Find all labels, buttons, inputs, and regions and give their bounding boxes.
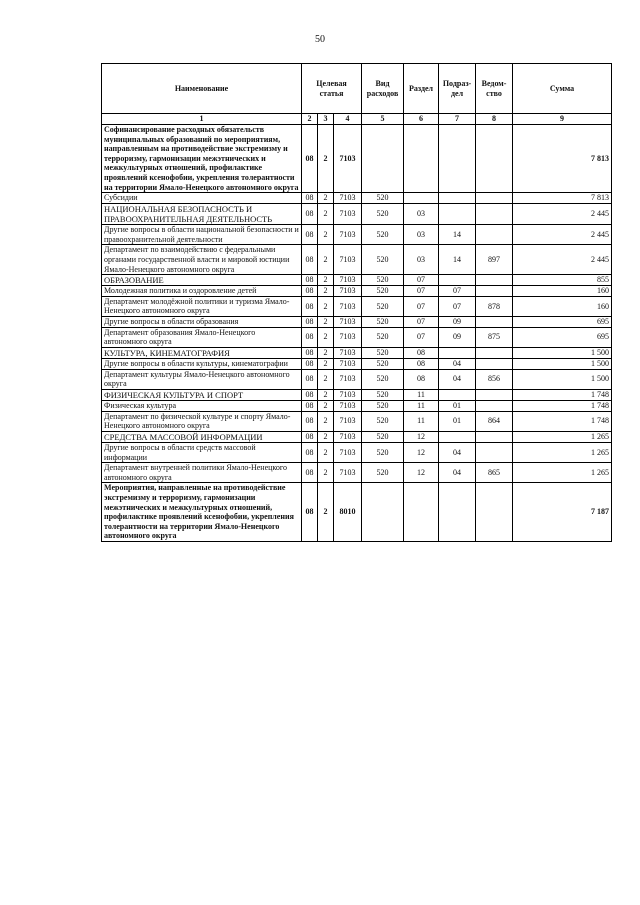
table-body bbox=[102, 125, 612, 542]
row-name: Молодежная политика и оздоровление детей bbox=[102, 286, 302, 297]
row-subsection bbox=[439, 203, 476, 224]
table-row bbox=[102, 317, 612, 328]
row-ministry bbox=[476, 193, 513, 204]
row-expense-type bbox=[362, 125, 404, 193]
row-target-part2: 2 bbox=[318, 317, 334, 328]
row-expense-type: 520 bbox=[362, 275, 404, 286]
column-number: 3 bbox=[318, 114, 334, 125]
row-name: Субсидии bbox=[102, 193, 302, 204]
row-subsection: 01 bbox=[439, 401, 476, 412]
row-subsection: 07 bbox=[439, 286, 476, 297]
row-target-part2: 2 bbox=[318, 359, 334, 370]
row-section: 07 bbox=[404, 286, 439, 297]
row-target-part2: 2 bbox=[318, 286, 334, 297]
row-expense-type: 520 bbox=[362, 369, 404, 389]
row-ministry bbox=[476, 317, 513, 328]
row-name: Мероприятия, направленные на противодействие экстремизму и терроризму, гармонизации межэтнических и межкультурных отношений, профилактике проявлений ксенофобии, укрепления толерантности на территории Ямало-Ненецкого автономного округа bbox=[102, 483, 302, 542]
header-subsection: Подраз-дел bbox=[439, 64, 476, 114]
row-subsection: 09 bbox=[439, 327, 476, 347]
row-expense-type: 520 bbox=[362, 389, 404, 400]
row-name: Другие вопросы в области образования bbox=[102, 317, 302, 328]
row-ministry: 865 bbox=[476, 463, 513, 483]
row-target-part1: 08 bbox=[302, 431, 318, 442]
row-target-part2: 2 bbox=[318, 125, 334, 193]
row-target-part2: 2 bbox=[318, 347, 334, 358]
row-expense-type bbox=[362, 483, 404, 542]
table-row bbox=[102, 193, 612, 204]
row-expense-type: 520 bbox=[362, 347, 404, 358]
row-target-part1: 08 bbox=[302, 245, 318, 275]
row-ministry bbox=[476, 401, 513, 412]
row-target-part3: 7103 bbox=[334, 317, 362, 328]
row-section: 12 bbox=[404, 431, 439, 442]
row-ministry bbox=[476, 442, 513, 462]
table-row bbox=[102, 389, 612, 400]
row-ministry bbox=[476, 275, 513, 286]
table-row bbox=[102, 275, 612, 286]
row-ministry: 897 bbox=[476, 245, 513, 275]
table-row bbox=[102, 401, 612, 412]
row-target-part3: 7103 bbox=[334, 296, 362, 316]
row-expense-type: 520 bbox=[362, 296, 404, 316]
table-row bbox=[102, 442, 612, 462]
table-row bbox=[102, 225, 612, 245]
row-target-part1: 08 bbox=[302, 275, 318, 286]
row-target-part1: 08 bbox=[302, 203, 318, 224]
table-row bbox=[102, 431, 612, 442]
row-section: 07 bbox=[404, 296, 439, 316]
row-ministry bbox=[476, 359, 513, 370]
row-sum: 695 bbox=[513, 327, 612, 347]
row-section: 11 bbox=[404, 389, 439, 400]
row-sum: 695 bbox=[513, 317, 612, 328]
column-number: 8 bbox=[476, 114, 513, 125]
row-name: Физическая культура bbox=[102, 401, 302, 412]
row-sum: 1 500 bbox=[513, 359, 612, 370]
row-target-part1: 08 bbox=[302, 317, 318, 328]
table-row bbox=[102, 411, 612, 431]
row-expense-type: 520 bbox=[362, 431, 404, 442]
row-target-part2: 2 bbox=[318, 369, 334, 389]
row-subsection bbox=[439, 275, 476, 286]
row-name: Другие вопросы в области средств массовой информации bbox=[102, 442, 302, 462]
row-ministry bbox=[476, 225, 513, 245]
row-subsection bbox=[439, 193, 476, 204]
row-target-part2: 2 bbox=[318, 296, 334, 316]
row-sum: 1 748 bbox=[513, 401, 612, 412]
row-section bbox=[404, 483, 439, 542]
column-number: 4 bbox=[334, 114, 362, 125]
row-sum: 1 265 bbox=[513, 431, 612, 442]
column-number-row bbox=[102, 114, 612, 125]
row-target-part2: 2 bbox=[318, 431, 334, 442]
row-expense-type: 520 bbox=[362, 225, 404, 245]
row-target-part3: 7103 bbox=[334, 327, 362, 347]
row-section: 12 bbox=[404, 442, 439, 462]
row-target-part1: 08 bbox=[302, 286, 318, 297]
row-expense-type: 520 bbox=[362, 401, 404, 412]
row-target-part1: 08 bbox=[302, 327, 318, 347]
row-target-part2: 2 bbox=[318, 389, 334, 400]
table-row bbox=[102, 286, 612, 297]
row-section: 03 bbox=[404, 203, 439, 224]
table-row bbox=[102, 347, 612, 358]
row-target-part1: 08 bbox=[302, 411, 318, 431]
row-target-part3: 7103 bbox=[334, 225, 362, 245]
row-target-part3: 7103 bbox=[334, 369, 362, 389]
row-target-part1: 08 bbox=[302, 442, 318, 462]
row-ministry: 856 bbox=[476, 369, 513, 389]
table-row bbox=[102, 369, 612, 389]
row-section: 07 bbox=[404, 275, 439, 286]
row-target-part1: 08 bbox=[302, 369, 318, 389]
row-expense-type: 520 bbox=[362, 317, 404, 328]
row-target-part3: 7103 bbox=[334, 411, 362, 431]
row-target-part3: 7103 bbox=[334, 193, 362, 204]
row-sum: 7 813 bbox=[513, 125, 612, 193]
row-target-part3: 7103 bbox=[334, 431, 362, 442]
row-target-part2: 2 bbox=[318, 463, 334, 483]
row-target-part2: 2 bbox=[318, 225, 334, 245]
row-target-part2: 2 bbox=[318, 193, 334, 204]
column-number: 9 bbox=[513, 114, 612, 125]
row-target-part2: 2 bbox=[318, 327, 334, 347]
row-target-part1: 08 bbox=[302, 193, 318, 204]
row-subsection: 04 bbox=[439, 369, 476, 389]
row-expense-type: 520 bbox=[362, 245, 404, 275]
row-expense-type: 520 bbox=[362, 203, 404, 224]
row-section: 11 bbox=[404, 401, 439, 412]
row-name: Департамент молодёжной политики и туризма Ямало-Ненецкого автономного округа bbox=[102, 296, 302, 316]
row-sum: 1 500 bbox=[513, 369, 612, 389]
row-target-part1: 08 bbox=[302, 483, 318, 542]
row-ministry bbox=[476, 125, 513, 193]
row-target-part1: 08 bbox=[302, 401, 318, 412]
row-section: 08 bbox=[404, 369, 439, 389]
page-number: 50 bbox=[315, 34, 325, 45]
column-number: 7 bbox=[439, 114, 476, 125]
row-subsection: 01 bbox=[439, 411, 476, 431]
row-section: 12 bbox=[404, 463, 439, 483]
row-target-part3: 7103 bbox=[334, 359, 362, 370]
row-target-part1: 08 bbox=[302, 225, 318, 245]
row-target-part3: 7103 bbox=[334, 275, 362, 286]
row-name: ОБРАЗОВАНИЕ bbox=[102, 275, 302, 286]
row-subsection bbox=[439, 347, 476, 358]
row-name: Департамент внутренней политики Ямало-Ненецкого автономного округа bbox=[102, 463, 302, 483]
row-target-part3: 7103 bbox=[334, 389, 362, 400]
row-name: ФИЗИЧЕСКАЯ КУЛЬТУРА И СПОРТ bbox=[102, 389, 302, 400]
row-target-part3: 7103 bbox=[334, 286, 362, 297]
row-ministry bbox=[476, 389, 513, 400]
row-sum: 1 748 bbox=[513, 389, 612, 400]
row-target-part3: 7103 bbox=[334, 347, 362, 358]
row-expense-type: 520 bbox=[362, 411, 404, 431]
row-target-part2: 2 bbox=[318, 401, 334, 412]
row-name: Другие вопросы в области национальной безопасности и правоохранительной деятельности bbox=[102, 225, 302, 245]
row-target-part3: 7103 bbox=[334, 245, 362, 275]
row-expense-type: 520 bbox=[362, 327, 404, 347]
row-section: 11 bbox=[404, 411, 439, 431]
table-row bbox=[102, 359, 612, 370]
row-sum: 1 748 bbox=[513, 411, 612, 431]
row-ministry: 878 bbox=[476, 296, 513, 316]
column-number: 5 bbox=[362, 114, 404, 125]
row-ministry: 864 bbox=[476, 411, 513, 431]
row-subsection: 14 bbox=[439, 245, 476, 275]
row-target-part1: 08 bbox=[302, 296, 318, 316]
row-target-part3: 7103 bbox=[334, 463, 362, 483]
row-name: КУЛЬТУРА, КИНЕМАТОГРАФИЯ bbox=[102, 347, 302, 358]
row-subsection: 04 bbox=[439, 359, 476, 370]
table-row bbox=[102, 245, 612, 275]
row-ministry bbox=[476, 286, 513, 297]
row-name: СРЕДСТВА МАССОВОЙ ИНФОРМАЦИИ bbox=[102, 431, 302, 442]
row-target-part1: 08 bbox=[302, 359, 318, 370]
column-number: 6 bbox=[404, 114, 439, 125]
row-subsection: 04 bbox=[439, 463, 476, 483]
row-target-part2: 2 bbox=[318, 411, 334, 431]
row-sum: 2 445 bbox=[513, 225, 612, 245]
table-row bbox=[102, 463, 612, 483]
row-sum: 1 265 bbox=[513, 442, 612, 462]
row-subsection: 14 bbox=[439, 225, 476, 245]
header-sum: Сумма bbox=[513, 64, 612, 114]
table-row bbox=[102, 203, 612, 224]
row-section: 08 bbox=[404, 347, 439, 358]
row-name: Департамент образования Ямало-Ненецкого автономного округа bbox=[102, 327, 302, 347]
row-subsection: 07 bbox=[439, 296, 476, 316]
header-name: Наименование bbox=[102, 64, 302, 114]
row-target-part1: 08 bbox=[302, 125, 318, 193]
row-subsection bbox=[439, 431, 476, 442]
row-ministry: 875 bbox=[476, 327, 513, 347]
row-sum: 855 bbox=[513, 275, 612, 286]
row-name: Департамент по взаимодействию с федеральными органами государственной власти и мировой юстиции Ямало-Ненецкого автономного округа bbox=[102, 245, 302, 275]
row-name: Департамент культуры Ямало-Ненецкого автономного округа bbox=[102, 369, 302, 389]
row-expense-type: 520 bbox=[362, 442, 404, 462]
row-section: 07 bbox=[404, 317, 439, 328]
row-expense-type: 520 bbox=[362, 463, 404, 483]
row-target-part2: 2 bbox=[318, 483, 334, 542]
row-name: Другие вопросы в области культуры, кинематографии bbox=[102, 359, 302, 370]
row-target-part2: 2 bbox=[318, 203, 334, 224]
row-subsection bbox=[439, 125, 476, 193]
row-target-part2: 2 bbox=[318, 442, 334, 462]
row-sum: 7 813 bbox=[513, 193, 612, 204]
row-expense-type: 520 bbox=[362, 359, 404, 370]
row-subsection bbox=[439, 483, 476, 542]
row-sum: 1 500 bbox=[513, 347, 612, 358]
row-sum: 160 bbox=[513, 296, 612, 316]
row-expense-type: 520 bbox=[362, 286, 404, 297]
row-sum: 1 265 bbox=[513, 463, 612, 483]
row-target-part1: 08 bbox=[302, 347, 318, 358]
table-row bbox=[102, 296, 612, 316]
row-subsection bbox=[439, 389, 476, 400]
row-subsection: 04 bbox=[439, 442, 476, 462]
row-target-part1: 08 bbox=[302, 463, 318, 483]
row-ministry bbox=[476, 431, 513, 442]
row-section: 03 bbox=[404, 225, 439, 245]
row-target-part3: 7103 bbox=[334, 401, 362, 412]
header-exp-type: Вид расходов bbox=[362, 64, 404, 114]
header-ministry: Ведом-ство bbox=[476, 64, 513, 114]
row-target-part3: 7103 bbox=[334, 442, 362, 462]
row-target-part2: 2 bbox=[318, 245, 334, 275]
row-section: 03 bbox=[404, 245, 439, 275]
row-sum: 2 445 bbox=[513, 203, 612, 224]
row-section bbox=[404, 193, 439, 204]
row-sum: 160 bbox=[513, 286, 612, 297]
row-target-part1: 08 bbox=[302, 389, 318, 400]
table-row bbox=[102, 125, 612, 193]
row-name: НАЦИОНАЛЬНАЯ БЕЗОПАСНОСТЬ И ПРАВООХРАНИТЕЛЬНАЯ ДЕЯТЕЛЬНОСТЬ bbox=[102, 203, 302, 224]
header-row bbox=[102, 64, 612, 114]
row-target-part3: 7103 bbox=[334, 125, 362, 193]
row-section: 08 bbox=[404, 359, 439, 370]
budget-table bbox=[101, 63, 612, 542]
header-target: Целевая статья bbox=[302, 64, 362, 114]
row-subsection: 09 bbox=[439, 317, 476, 328]
header-section: Раздел bbox=[404, 64, 439, 114]
row-name: Софинансирование расходных обязательств муниципальных образований по мероприятиям, направленным на противодействие экстремизму и терроризму, гармонизации межэтнических и межкультурных отношений, профилактике проявлений ксенофобии, укрепления толерантности на территории Ямало-Ненецкого автономного округа bbox=[102, 125, 302, 193]
row-sum: 7 187 bbox=[513, 483, 612, 542]
row-ministry bbox=[476, 483, 513, 542]
row-target-part3: 7103 bbox=[334, 203, 362, 224]
row-name: Департамент по физической культуре и спорту Ямало-Ненецкого автономного округа bbox=[102, 411, 302, 431]
row-expense-type: 520 bbox=[362, 193, 404, 204]
row-section: 07 bbox=[404, 327, 439, 347]
row-section bbox=[404, 125, 439, 193]
row-sum: 2 445 bbox=[513, 245, 612, 275]
column-number: 2 bbox=[302, 114, 318, 125]
column-number: 1 bbox=[102, 114, 302, 125]
row-ministry bbox=[476, 347, 513, 358]
row-target-part2: 2 bbox=[318, 275, 334, 286]
table-row bbox=[102, 327, 612, 347]
row-ministry bbox=[476, 203, 513, 224]
row-target-part3: 8010 bbox=[334, 483, 362, 542]
table-row bbox=[102, 483, 612, 542]
